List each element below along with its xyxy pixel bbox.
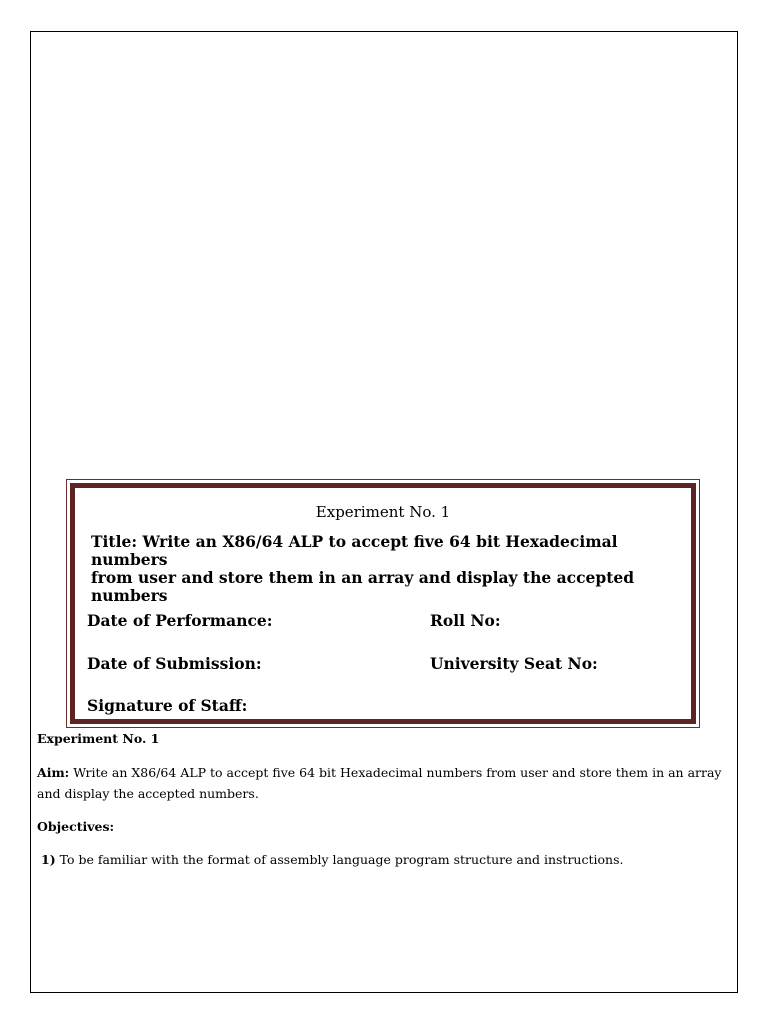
experiment-heading: Experiment No. 1: [37, 731, 160, 746]
university-seat-no-label: University Seat No:: [430, 654, 598, 673]
cover-title-line-1: Title: Write an X86/64 ALP to accept five 64 bit Hexadecimal numbers: [91, 532, 618, 569]
objectives-heading: Objectives:: [37, 819, 115, 834]
cover-box-inner: [70, 483, 696, 724]
cover-box: [66, 479, 700, 728]
date-of-submission-label: Date of Submission:: [87, 654, 262, 673]
signature-of-staff-label: Signature of Staff:: [87, 696, 248, 715]
aim-label: Aim:: [37, 765, 70, 780]
cover-title: [91, 533, 691, 605]
aim-line-2: and display the accepted numbers.: [37, 786, 259, 801]
objective-1-number: 1): [41, 852, 56, 867]
objective-1-text: To be familiar with the format of assembly language program structure and instructions.: [55, 852, 624, 867]
cover-title-line-2: from user and store them in an array and display the accepted numbers: [91, 568, 635, 605]
aim-line-1: [37, 762, 721, 783]
objective-item-1: [41, 849, 623, 870]
date-of-performance-label: Date of Performance:: [87, 611, 273, 630]
cover-heading: Experiment No. 1: [315, 503, 451, 521]
aim-text-1: Write an X86/64 ALP to accept five 64 bit Hexadecimal numbers from user and store them in an array: [69, 765, 722, 780]
aim-paragraph: [37, 762, 721, 804]
roll-no-label: Roll No:: [430, 611, 501, 630]
